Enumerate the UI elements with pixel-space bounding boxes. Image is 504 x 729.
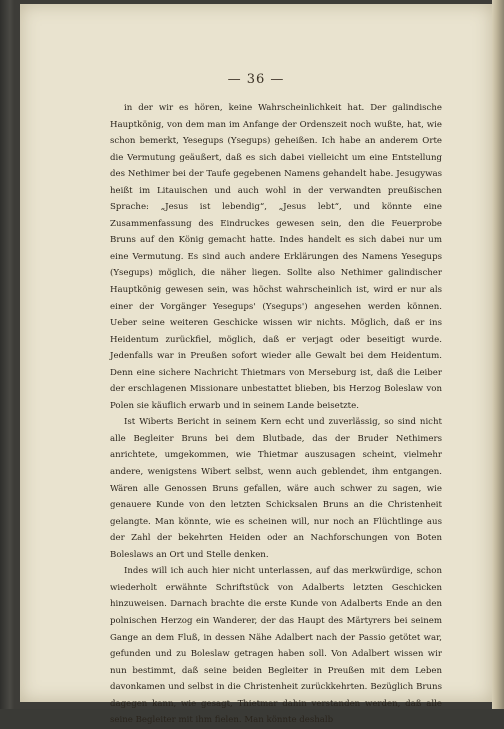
page-edge: [492, 0, 504, 709]
paragraph-1: in der wir es hören, keine Wahrscheinlichkeit hat. Der galindische Hauptkönig, von dem man im Anfange der Ordenszeit noch wußte, hat, wie schon bemerkt, Yesegups (Ysegups) geheißen. Ich habe an anderem Orte die Vermutung geäußert, daß es sich dabei vielleicht um eine Entstellung des Nethimer bei der Taufe gegebenen Namens gehandelt habe. Jesugywas heißt im Litauischen und auch wohl in der verwandten preußischen Sprache: „Jesus ist lebendig“, „Jesus lebt“, und könnte eine Zusammenfassung des Eindruckes gewesen sein, den die Feuerprobe Bruns auf den König gemacht hatte. Indes handelt es sich dabei nur um eine Vermutung. Es sind auch andere Erklärungen des Namens Yesegups (Ysegups) möglich, die näher liegen. Sollte also Nethimer galindischer Hauptkönig gewesen sein, was höchst wahrscheinlich ist, wird er nur als einer der Vorgänger Yesegups' (Ysegups') angesehen werden können. Ueber seine weiteren Geschicke wissen wir nichts. Möglich, daß er ins Heidentum zurückfiel, möglich, daß er verjagt oder beseitigt wurde. Jedenfalls war in Preußen sofort wieder alle Gewalt bei dem Heidentum. Denn eine sichere Nachricht Thietmars von Merseburg ist, daß die Leiber der erschlagenen Missionare unbestattet blieben, bis Herzog Boleslaw von Polen sie käuflich erwarb und in seinem Lande beisetzte.: [110, 103, 442, 411]
paragraph-3: Indes will ich auch hier nicht unterlassen, auf das merkwürdige, schon wiederholt erwähnte Schriftstück von Adalberts letzten Geschicken hinzuweisen. Darnach brachte die erste Kunde von Adalberts Ende an den polnischen Herzog ein Wanderer, der das Haupt des Märtyrers bei seinem Gange an dem Fluß, in dessen Nähe Adalbert nach der Passio getötet war, gefunden und zu Boleslaw getragen haben soll. Von Adalbert wissen wir nun bestimmt, daß seine beiden Begleiter in Preußen mit dem Leben davonkamen und selbst in die Christenheit zurückkehrten. Bezüglich Bruns dagegen kann, wie gesagt, Thietmar dahin verstanden werden, daß alle seine Begleiter mit ihm fielen. Man könnte deshalb: [110, 566, 442, 726]
paragraph-2: Ist Wiberts Bericht in seinem Kern echt und zuverlässig, so sind nicht alle Begleiter Bruns bei dem Blutbade, das der Bruder Nethimers anrichtete, umgekommen, wie Thietmar auszusagen scheint, vielmehr andere, wenigstens Wibert selbst, wenn auch geblendet, ihm entgangen. Wären alle Genossen Bruns gefallen, wäre auch schwer zu sagen, wie genauere Kunde von den letzten Schicksalen Bruns an die Christenheit gelangte. Man könnte, wie es scheinen will, nur noch an Flüchtlinge aus der Zahl der bekehrten Heiden oder an Nachforschungen von Boten Boleslaws an Ort und Stelle denken.: [110, 417, 442, 560]
page-number: — 36 —: [227, 72, 285, 87]
page-sheet: [20, 4, 492, 726]
body-text: [110, 100, 442, 729]
